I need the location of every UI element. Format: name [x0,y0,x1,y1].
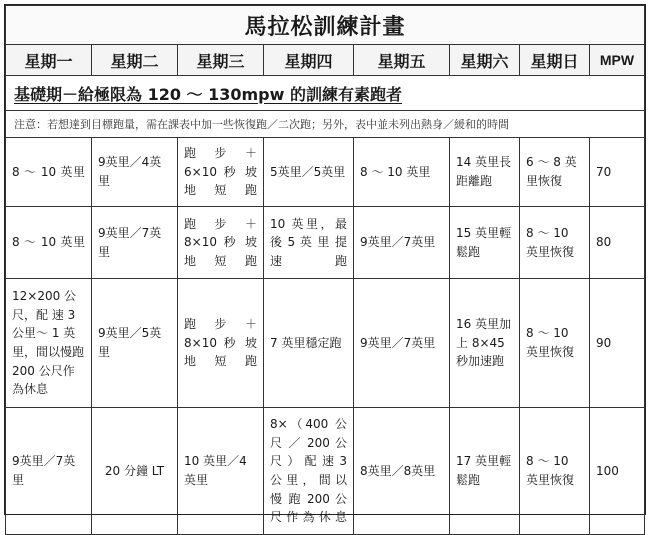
day-header-wed: 星期三 [178,45,264,76]
plan-cell: 10 英里，最後 5 英 里 提速跑 [264,207,354,279]
day-header-sat: 星期六 [450,45,520,76]
mpw-header: MPW [590,45,645,76]
plan-cell: 6 ～ 8 英里恢復 [520,138,590,207]
mpw-value: 70 [590,138,645,207]
plan-cell: 8 ～ 10 英里恢復 [520,207,590,279]
plan-cell: 9英里／7英里 [92,207,178,279]
plan-cell: 9英里／7英里 [354,279,450,408]
day-header-tue: 星期二 [92,45,178,76]
plan-cell: 12×200 公尺，配 速 3公里～ 1 英里，間以慢跑 200 公尺作為休息 [6,279,92,408]
plan-cell: 9英里／7英里 [354,207,450,279]
plan-cell: 15 英里輕鬆跑 [450,207,520,279]
plan-cell: 跑 步 ＋ 8×10 秒 坡 地短跑 [178,207,264,279]
plan-cell: 9英里／5英里 [92,279,178,408]
plan-cell: 10 英里／4英里 [178,408,264,535]
plan-cell: 8×（400 公 尺 ／ 200 公 尺 ） 配 速 3公 里 ， 間 以 慢 跑 200 公 尺作為休息 [264,408,354,535]
day-header-thu: 星期四 [264,45,354,76]
page-title: 馬拉松訓練計畫 [6,6,645,45]
note-text: 注意：若想達到目標跑量，需在課表中加一些恢復跑／二次跑；另外，表中並未列出熱身／緩和的時間 [6,111,645,138]
table-row [6,279,645,408]
plan-cell: 跑 步 ＋ 8×10 秒 坡 地短跑 [178,279,264,408]
mpw-value: 90 [590,279,645,408]
plan-cell: 14 英里長距離跑 [450,138,520,207]
plan-cell: 8 ～ 10 英里 [354,138,450,207]
plan-cell: 8英里／8英里 [354,408,450,535]
plan-cell: 8 ～ 10 英里 [6,207,92,279]
plan-cell: 5英里／5英里 [264,138,354,207]
plan-cell: 9英里／4英里 [92,138,178,207]
plan-cell: 8 ～ 10 英里恢復 [520,279,590,408]
mpw-value: 80 [590,207,645,279]
table-row [6,207,645,279]
plan-cell: 跑 步 ＋ 6×10 秒 坡 地短跑 [178,138,264,207]
day-header-fri: 星期五 [354,45,450,76]
plan-cell: 7 英里穩定跑 [264,279,354,408]
plan-cell: 8 ～ 10 英里恢復 [520,408,590,535]
training-plan-table [4,4,646,525]
plan-cell: 8 ～ 10 英里 [6,138,92,207]
header-row [6,45,645,76]
plan-cell: 9英里／7英里 [6,408,92,535]
plan-cell: 20 分鐘 LT [92,408,178,535]
plan-cell: 17 英里輕鬆跑 [450,408,520,535]
table-row [6,138,645,207]
day-header-mon: 星期一 [6,45,92,76]
plan-cell: 16 英里加上 8×45 秒加速跑 [450,279,520,408]
phase-title: 基礎期－給極限為 120 ～ 130mpw 的訓練有素跑者 [6,76,645,111]
mpw-value: 100 [590,408,645,535]
day-header-sun: 星期日 [520,45,590,76]
table-row [6,408,645,535]
